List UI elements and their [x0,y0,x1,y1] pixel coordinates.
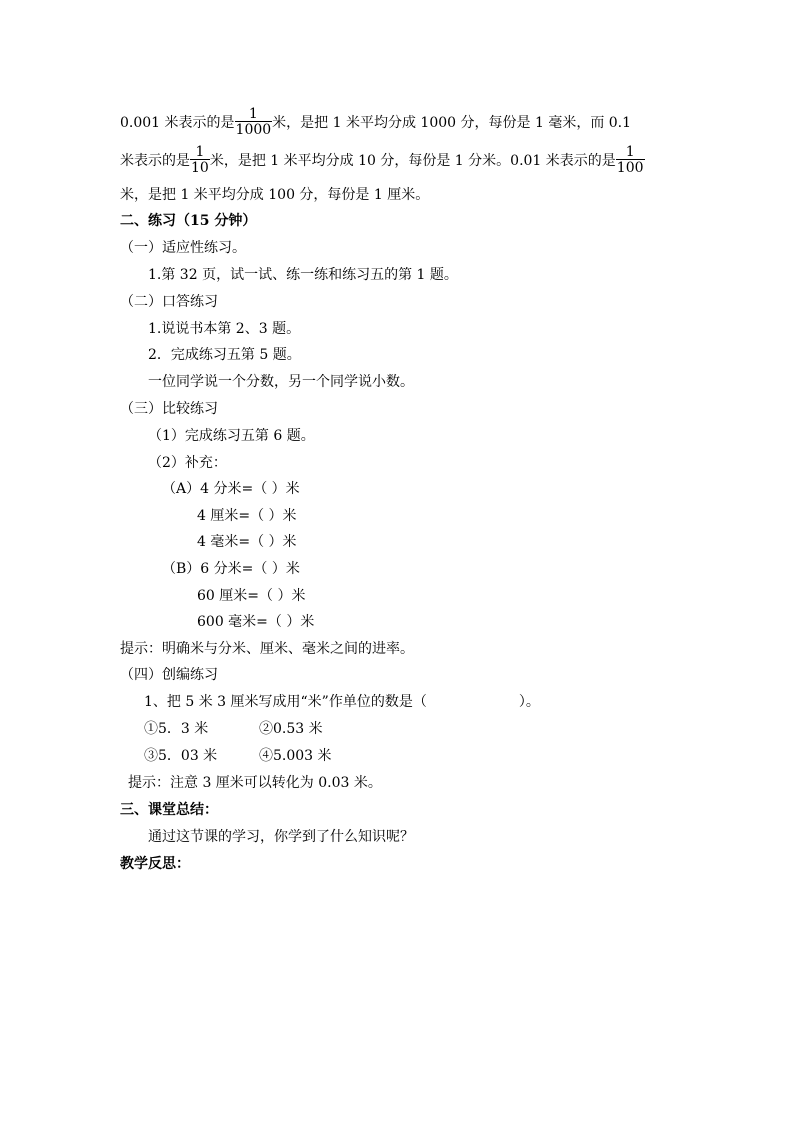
option-2: ②0.53 米 [259,721,323,737]
intro-text: 0.001 米表示的是 [120,115,235,131]
part-2-heading: （二）口答练习 [120,294,218,310]
part-3-item-1: （1）完成练习五第 6 题。 [148,428,315,444]
option-4: ④5.003 米 [259,748,332,764]
option-1: ①5．3 米 [144,721,209,737]
intro-line-3: 米，是把 1 米平均分成 100 分，每份是 1 厘米。 [120,187,430,203]
reflection-title: 教学反思： [120,856,190,872]
part-1-item-1: 1.第 32 页，试一试、练一练和练习五的第 1 题。 [148,267,458,283]
intro-line-2 [120,146,645,176]
option-3: ③5．03 米 [144,748,218,764]
part-4-heading: （四）创编练习 [120,667,218,683]
intro-line-1 [120,108,631,138]
part-4-hint: 提示：注意 3 厘米可以转化为 0.03 米。 [128,775,382,791]
part-2-item-1: 1.说说书本第 2、3 题。 [148,321,301,337]
fraction-denominator: 1000 [235,122,272,138]
intro-text: 米表示的是 [120,153,190,169]
exercise-b-2: 60 厘米=（ ）米 [197,588,306,604]
fraction-denominator: 100 [616,160,644,176]
part-2-item-2: 2．完成练习五第 5 题。 [148,347,301,363]
intro-text: 米，是把 1 米平均分成 1000 分，每份是 1 毫米，而 0.1 [272,115,632,131]
part-3-hint: 提示：明确米与分米、厘米、毫米之间的进率。 [120,641,414,657]
part-1-heading: （一）适应性练习。 [120,240,246,256]
question-text: 1、把 5 米 3 厘米写成用“米”作单位的数是（ [144,694,427,710]
section-3-title: 三、课堂总结： [120,802,218,818]
fraction-numerator: 1 [625,144,635,160]
fraction-1-1000 [235,107,273,137]
exercise-a-2: 4 厘米=（ ）米 [197,508,297,524]
fraction-1-10 [190,145,210,175]
part-3-heading: （三）比较练习 [120,401,218,417]
fraction-numerator: 1 [248,106,258,122]
part-2-note: 一位同学说一个分数，另一个同学说小数。 [148,374,414,390]
part-4-question-1 [144,693,540,711]
exercise-b-1: （B）6 分米=（ ）米 [162,561,300,577]
exercise-a-1: （A）4 分米=（ ）米 [162,481,300,497]
exercise-a-3: 4 毫米=（ ）米 [197,534,297,550]
fraction-1-100 [616,145,645,175]
fraction-denominator: 10 [191,160,209,176]
exercise-b-3: 600 毫米=（ ）米 [197,614,315,630]
section-2-title: 二、练习（15 分钟） [120,213,257,229]
fraction-numerator: 1 [195,144,205,160]
question-text-end: ）。 [518,694,540,710]
section-3-text: 通过这节课的学习，你学到了什么知识呢？ [148,829,414,845]
intro-text: 米，是把 1 米平均分成 10 分，每份是 1 分米。0.01 米表示的是 [209,153,616,169]
part-3-item-2: （2）补充： [148,455,227,471]
